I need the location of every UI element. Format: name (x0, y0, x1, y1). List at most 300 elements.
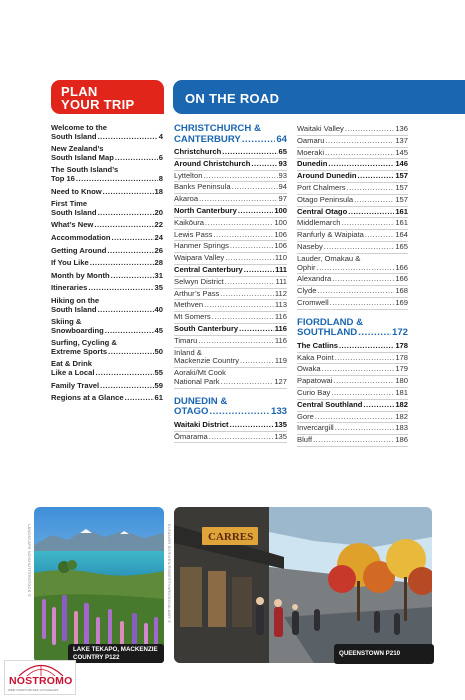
entry-row (297, 424, 408, 433)
entry-row (51, 234, 163, 243)
destination-entry[interactable] (174, 336, 287, 348)
destination-entry[interactable] (174, 230, 287, 242)
entry-row (174, 135, 287, 146)
leader-dots (98, 209, 154, 218)
entry-title: Extreme Sports (51, 346, 108, 356)
entry-title: South Canterbury (174, 323, 239, 333)
page-number: 18 (154, 186, 163, 196)
subregion-entry[interactable] (297, 171, 408, 183)
entry-row (51, 175, 163, 184)
entry-row (51, 247, 163, 256)
subregion-entry[interactable] (297, 400, 408, 412)
leader-dots (341, 219, 394, 228)
entry-title: Waitaki Valley (297, 124, 344, 133)
entry-title: Like a Local (51, 368, 95, 378)
leader-dots (325, 137, 394, 146)
page-number: 45 (154, 325, 163, 335)
page-number: 182 (395, 399, 408, 409)
leader-dots (335, 424, 395, 433)
entry-title: Around Dunedin (297, 171, 357, 181)
entry-row (297, 219, 408, 228)
page-number: 161 (395, 206, 408, 216)
toc-entry[interactable] (51, 297, 163, 314)
destination-entry[interactable] (297, 242, 408, 254)
entry-title: Alexandra (297, 274, 332, 284)
destination-entry[interactable] (174, 277, 287, 289)
entry-title: OTAGO (174, 406, 209, 418)
leader-dots (358, 328, 391, 339)
subregion-entry[interactable] (174, 147, 287, 159)
leader-dots (90, 259, 154, 268)
entry-title: Timaru (174, 335, 198, 345)
entry-row (51, 394, 163, 403)
entry-row (174, 266, 287, 275)
leader-dots (363, 401, 394, 410)
entry-row (174, 231, 287, 240)
page-number: 119 (274, 356, 287, 366)
entry-row (297, 264, 408, 273)
destination-entry[interactable] (174, 348, 287, 369)
entry-row (174, 337, 287, 346)
entry-title-line: Aoraki/Mt Cook (174, 368, 226, 378)
entry-row (297, 328, 408, 339)
page-number: 127 (274, 376, 287, 386)
leader-dots (100, 382, 153, 391)
toc-entry[interactable] (51, 272, 163, 281)
subregion-entry[interactable] (174, 265, 287, 277)
entry-row (297, 172, 408, 181)
entry-title: Kaka Point (297, 352, 334, 362)
toc-entry[interactable] (51, 394, 163, 403)
entry-title: Ophir (297, 262, 316, 272)
entry-title: Getting Around (51, 245, 107, 255)
page-number: 22 (154, 220, 163, 230)
leader-dots (209, 433, 274, 442)
logo-name: NOSTROMO (9, 675, 73, 687)
leader-dots (315, 413, 394, 422)
entry-row (51, 272, 163, 281)
entry-title: Lyttelton (174, 170, 203, 180)
leader-dots (345, 125, 394, 134)
entry-row (174, 407, 287, 418)
entry-title: Central Canterbury (174, 264, 243, 274)
entry-title: National Park (174, 376, 220, 386)
leader-dots (88, 284, 153, 293)
shop-sign: CARRES (208, 531, 254, 543)
destination-entry[interactable] (174, 368, 287, 389)
destination-entry[interactable] (174, 194, 287, 206)
toc-entry[interactable] (51, 145, 163, 162)
leader-dots (357, 172, 394, 181)
entry-title: If You Like (51, 258, 89, 268)
leader-dots (230, 242, 273, 251)
entry-row (51, 209, 163, 218)
entry-row (51, 348, 163, 357)
entry-title: Clyde (297, 286, 317, 296)
page-number: 64 (276, 133, 287, 145)
page-number: 186 (395, 435, 408, 445)
entry-row (297, 389, 408, 398)
destination-entry[interactable] (297, 218, 408, 230)
entry-row (297, 365, 408, 374)
leader-dots (213, 231, 273, 240)
leader-dots (111, 272, 154, 281)
leader-dots (76, 175, 158, 184)
entry-row (297, 125, 408, 134)
destination-entry[interactable] (174, 312, 287, 324)
entry-row (174, 378, 287, 387)
entry-title: Curio Bay (297, 387, 331, 397)
entry-row (51, 382, 163, 391)
page-number: 135 (274, 419, 287, 429)
on-the-road-header: ON THE ROAD (173, 80, 465, 114)
page-number: 178 (395, 340, 408, 350)
destination-entry[interactable] (297, 148, 408, 160)
entry-title: CANTERBURY (174, 133, 241, 145)
destination-entry[interactable] (174, 171, 287, 183)
entry-row (174, 313, 287, 322)
leader-dots (332, 275, 394, 284)
leader-dots (242, 135, 276, 146)
destination-entry[interactable] (297, 195, 408, 207)
toc-entry[interactable] (51, 234, 163, 243)
page-number: 168 (395, 286, 408, 296)
page-number: 31 (154, 270, 163, 280)
leader-dots (112, 234, 154, 243)
subregion-entry[interactable] (297, 159, 408, 171)
leader-dots (324, 243, 395, 252)
page-number: 112 (274, 288, 287, 298)
logo-tagline: WEB COMPTOIR DES VOYAGEURS (8, 688, 59, 692)
page-number: 4 (158, 131, 163, 141)
entry-title-line: Hiking on the (51, 295, 100, 305)
page-number: 165 (395, 241, 408, 251)
entry-title: South Island Map (51, 152, 114, 162)
toc-entry[interactable] (51, 166, 163, 183)
entry-row (297, 196, 408, 205)
entry-row (174, 172, 287, 181)
toc-entry[interactable] (51, 124, 163, 141)
entry-title: Top 16 (51, 173, 75, 183)
page-number: 110 (274, 253, 287, 263)
entry-title: SOUTHLAND (297, 327, 358, 339)
page-number: 172 (391, 327, 408, 339)
leader-dots (212, 313, 274, 322)
entry-title-line: Inland & (174, 347, 202, 357)
destination-entry[interactable] (174, 253, 287, 265)
entry-title: Ōmarama (174, 431, 208, 441)
destination-entry[interactable] (297, 274, 408, 286)
toc-entry[interactable] (51, 318, 163, 335)
entry-title-line: Skiing & (51, 317, 82, 327)
entry-title: Lewis Pass (174, 229, 213, 239)
leader-dots (98, 133, 158, 142)
on-the-road-list-column-2 (297, 124, 408, 447)
toc-entry[interactable] (51, 247, 163, 256)
toc-entry[interactable] (51, 200, 163, 217)
entry-title: Banks Peninsula (174, 182, 231, 192)
entry-row (174, 160, 287, 169)
queenstown-caption: QUEENSTOWN P210 (334, 644, 434, 664)
page-number: 35 (154, 283, 163, 293)
plan-header-line-1: PLAN (61, 84, 98, 99)
page-number: 93 (278, 158, 287, 168)
page-number: 182 (395, 411, 408, 421)
entry-title: Gore (297, 411, 314, 421)
leader-dots (98, 306, 154, 315)
leader-dots (339, 342, 394, 351)
entry-title: Moeraki (297, 147, 325, 157)
toc-entry[interactable] (51, 221, 163, 230)
destination-entry[interactable] (297, 298, 408, 310)
leader-dots (115, 154, 158, 163)
entry-row (174, 148, 287, 157)
entry-row (51, 306, 163, 315)
toc-entry[interactable] (51, 339, 163, 356)
entry-title: Otago Peninsula (297, 194, 354, 204)
entry-title: South Island (51, 131, 97, 141)
entry-title: Papatowai (297, 376, 333, 386)
lake-tekapo-caption (68, 644, 164, 663)
entry-title: Accommodation (51, 232, 111, 242)
queenstown-photo (174, 507, 432, 663)
entry-row (174, 357, 287, 366)
entry-title: Oamaru (297, 135, 325, 145)
toc-entry[interactable] (51, 188, 163, 197)
entry-row (174, 290, 287, 299)
entry-row (51, 284, 163, 293)
entry-title: Arthur’s Pass (174, 288, 220, 298)
entry-title: Christchurch (174, 147, 222, 156)
leader-dots (317, 287, 394, 296)
entry-title: Month by Month (51, 270, 110, 280)
subregion-entry[interactable] (174, 159, 287, 171)
entry-row (174, 254, 287, 263)
leader-dots (317, 264, 395, 273)
page-number: 40 (154, 304, 163, 314)
entry-title: Central Otago (297, 206, 348, 216)
entry-row (174, 219, 287, 228)
entry-row (297, 413, 408, 422)
entry-row (297, 275, 408, 284)
entry-title: Ranfurly & Waipiata (297, 230, 364, 240)
page-number: 50 (154, 346, 163, 356)
entry-row (51, 221, 163, 230)
entry-row (174, 195, 287, 204)
page-number: 8 (158, 173, 163, 183)
entry-row (174, 433, 287, 442)
page-number: 166 (395, 262, 408, 272)
entry-title: Regions at a Glance (51, 393, 124, 403)
leader-dots (238, 207, 273, 216)
page-number: 59 (154, 380, 163, 390)
destination-entry[interactable] (297, 353, 408, 365)
subregion-entry[interactable] (297, 207, 408, 219)
entry-title: South Island (51, 304, 97, 314)
entry-title: Waitaki District (174, 419, 229, 429)
destination-entry[interactable] (297, 183, 408, 195)
destination-entry[interactable] (297, 230, 408, 242)
page-number: 145 (395, 147, 408, 157)
entry-title: South Island (51, 207, 97, 217)
entry-title-line: DUNEDIN & (174, 395, 228, 407)
entry-row (297, 401, 408, 410)
leader-dots (232, 183, 278, 192)
region-section-title[interactable] (297, 318, 408, 339)
page-number: 65 (278, 147, 287, 156)
region-section-title[interactable] (174, 124, 287, 145)
entry-row (297, 149, 408, 158)
entry-title-line: The South Island’s (51, 165, 119, 175)
toc-entry[interactable] (51, 284, 163, 293)
subregion-entry[interactable] (174, 206, 287, 218)
page-number: 137 (395, 135, 408, 145)
page-number: 24 (154, 232, 163, 242)
destination-entry[interactable] (297, 124, 408, 136)
subregion-entry[interactable] (297, 341, 408, 353)
leader-dots (225, 278, 275, 287)
caption-line-2: COUNTRY P122 (73, 653, 120, 661)
page-number: 20 (154, 207, 163, 217)
destination-entry[interactable] (297, 286, 408, 298)
entry-title: Middlemarch (297, 218, 341, 228)
leader-dots (330, 299, 395, 308)
leader-dots (331, 389, 394, 398)
destination-entry[interactable] (297, 136, 408, 148)
page-number: 93 (278, 170, 287, 180)
destination-entry[interactable] (297, 435, 408, 447)
page-number: 157 (395, 182, 408, 192)
entry-row (297, 137, 408, 146)
leader-dots (328, 160, 394, 169)
entry-title: Family Travel (51, 380, 100, 390)
destination-entry[interactable] (174, 289, 287, 301)
page-number: 6 (158, 152, 163, 162)
page-number: 183 (395, 423, 408, 433)
page-number: 111 (275, 276, 287, 286)
page-number: 135 (274, 431, 287, 441)
entry-row (174, 325, 287, 334)
entry-row (51, 154, 163, 163)
entry-title: Akaroa (174, 194, 199, 204)
page-number: 55 (154, 368, 163, 378)
destination-entry[interactable] (174, 432, 287, 444)
leader-dots (325, 149, 394, 158)
entry-title: Hanmer Springs (174, 241, 229, 251)
entry-title-line: CHRISTCHURCH & (174, 123, 261, 134)
entry-row (297, 243, 408, 252)
nostromo-logo (4, 660, 76, 695)
leader-dots (225, 254, 274, 263)
subregion-entry[interactable] (174, 324, 287, 336)
plan-your-trip-header (51, 80, 164, 114)
destination-entry[interactable] (297, 254, 408, 275)
entry-title: Waipara Valley (174, 253, 225, 263)
leader-dots (203, 172, 277, 181)
page-number: 161 (395, 218, 408, 228)
page-number: 136 (395, 124, 408, 133)
page-number: 116 (274, 335, 287, 345)
entry-title: What’s New (51, 220, 94, 230)
entry-title: Cromwell (297, 297, 329, 307)
destination-entry[interactable] (174, 300, 287, 312)
page-number: 169 (395, 297, 408, 307)
subregion-entry[interactable] (174, 420, 287, 432)
entry-row (174, 183, 287, 192)
leader-dots (107, 247, 153, 256)
destination-entry[interactable] (174, 182, 287, 194)
leader-dots (108, 348, 153, 357)
page-number: 181 (395, 387, 408, 397)
entry-row (297, 342, 408, 351)
plan-your-trip-list (51, 124, 163, 407)
entry-title: Selwyn District (174, 276, 224, 286)
leader-dots (354, 196, 394, 205)
entry-title: Invercargill (297, 423, 334, 433)
page-number: 94 (278, 182, 287, 192)
page-number: 26 (154, 245, 163, 255)
page-number: 113 (274, 300, 287, 310)
page-number: 166 (395, 274, 408, 284)
entry-title: Methven (174, 300, 204, 310)
destination-entry[interactable] (297, 364, 408, 376)
entry-title: Mackenzie Country (174, 356, 239, 366)
toc-entry[interactable] (51, 259, 163, 268)
entry-title: Naseby (297, 241, 323, 251)
entry-title: Itineraries (51, 283, 88, 293)
page-number: 116 (274, 323, 287, 333)
leader-dots (103, 188, 154, 197)
entry-title-line: FIORDLAND & (297, 316, 364, 328)
entry-row (51, 369, 163, 378)
page-number: 106 (274, 241, 287, 251)
entry-title: Snowboarding (51, 325, 104, 335)
region-section-title[interactable] (174, 397, 287, 418)
leader-dots (199, 195, 277, 204)
leader-dots (322, 365, 395, 374)
destination-entry[interactable] (297, 388, 408, 400)
right-photo-credit: ELEANOR SCRIVEN/ROBERTHARDING/ALAMY © (167, 524, 171, 624)
toc-entry[interactable] (51, 360, 163, 377)
entry-row (297, 208, 408, 217)
entry-title: North Canterbury (174, 205, 237, 215)
destination-entry[interactable] (174, 241, 287, 253)
leader-dots (240, 357, 274, 366)
destination-entry[interactable] (174, 218, 287, 230)
leader-dots (251, 160, 277, 169)
left-photo-credit: LANDSCAPE NZ/SHUTTERSTOCK © (27, 524, 31, 598)
entry-title: Need to Know (51, 186, 102, 196)
entry-row (174, 301, 287, 310)
page-number: 106 (274, 229, 287, 239)
entry-title: Around Christchurch (174, 158, 251, 168)
leader-dots (209, 407, 270, 418)
destination-entry[interactable] (297, 423, 408, 435)
leader-dots (244, 266, 274, 275)
destination-entry[interactable] (297, 376, 408, 388)
destination-entry[interactable] (297, 412, 408, 424)
page-number: 157 (395, 194, 408, 204)
leader-dots (365, 231, 395, 240)
leader-dots (95, 369, 153, 378)
page-number: 97 (278, 194, 287, 204)
entry-row (51, 188, 163, 197)
page-number: 111 (275, 264, 287, 274)
page-number: 180 (395, 376, 408, 386)
entry-row (297, 299, 408, 308)
toc-entry[interactable] (51, 382, 163, 391)
leader-dots (333, 377, 394, 386)
